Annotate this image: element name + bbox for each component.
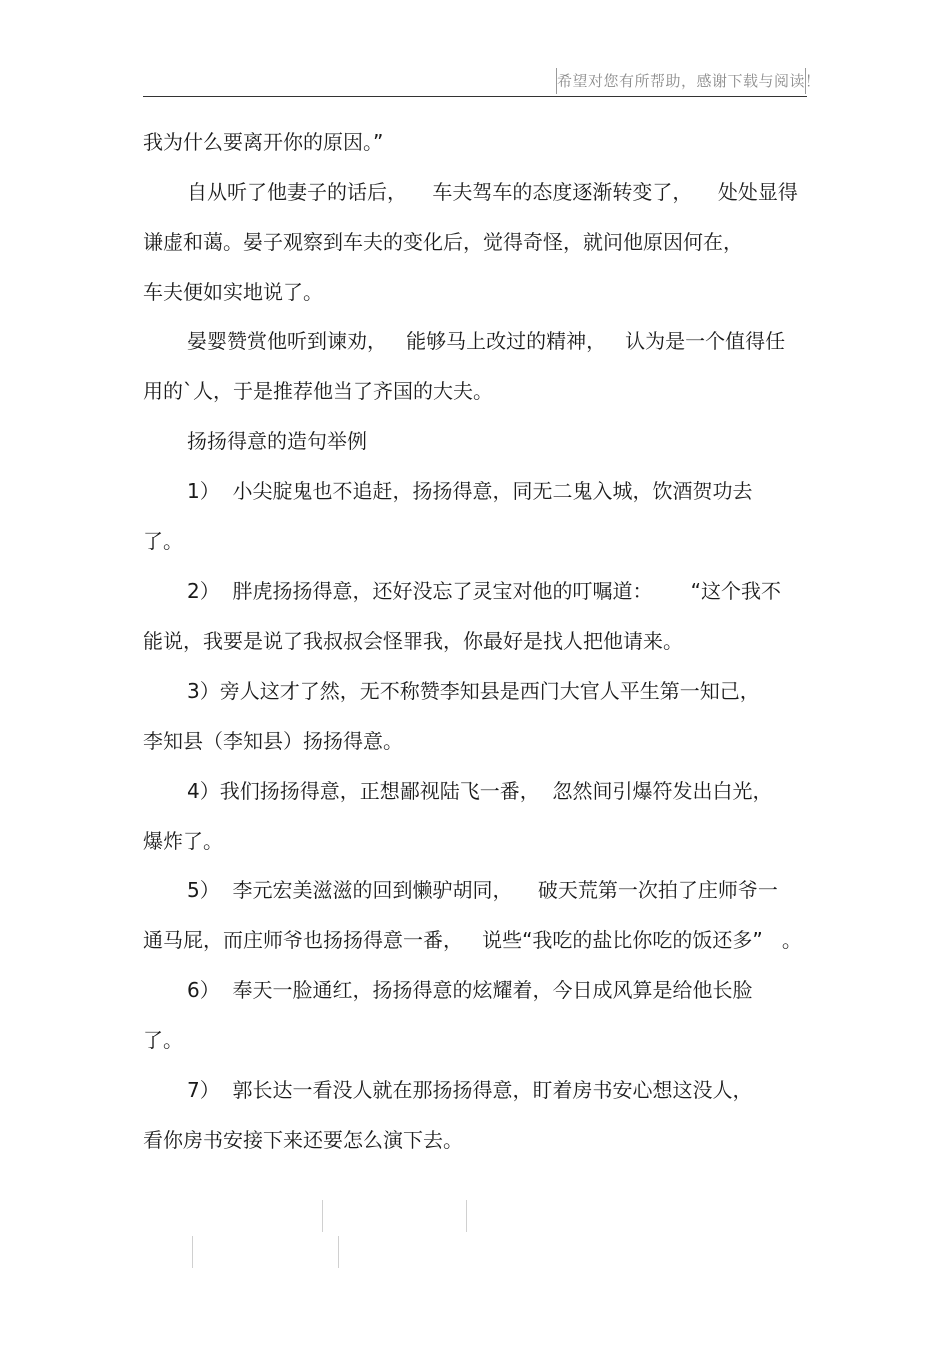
text-line: 6） 奉天一脸通红，扬扬得意的炫耀着，今日成风算是给他长脸 — [187, 978, 753, 1002]
text-line: 谦虚和蔼。晏子观察到车夫的变化后，觉得奇怪，就问他原因何在， — [143, 230, 743, 254]
text-line: 我为什么要离开你的原因。” — [143, 130, 384, 154]
scan-artifact-line — [192, 1236, 193, 1268]
text-line: 4）我们扬扬得意，正想鄙视陆飞一番， 忽然间引爆符发出白光， — [187, 779, 773, 803]
text-line: 通马屁，而庄师爷也扬扬得意一番， 说些“我吃的盐比你吃的饭还多” 。 — [143, 928, 802, 952]
text-line: 车夫便如实地说了。 — [143, 280, 323, 304]
text-line: 李知县（李知县）扬扬得意。 — [143, 729, 403, 753]
scan-artifact-line — [322, 1200, 323, 1232]
text-line: 3）旁人这才了然，无不称赞李知县是西门大官人平生第一知己， — [187, 679, 760, 703]
header-rule — [143, 96, 807, 97]
text-line: 自从听了他妻子的话后， 车夫驾车的态度逐渐转变了， 处处显得 — [187, 180, 798, 204]
scan-artifact-line — [466, 1200, 467, 1232]
scan-artifact-line — [338, 1236, 339, 1268]
text-line: 了。 — [143, 529, 183, 553]
text-line: 用的`人，于是推荐他当了齐国的大夫。 — [143, 379, 493, 403]
text-line: 7） 郭长达一看没人就在那扬扬得意，盯着房书安心想这没人， — [187, 1078, 753, 1102]
text-line: 5） 李元宏美滋滋的回到懒驴胡同， 破天荒第一次拍了庄师爷一 — [187, 878, 778, 902]
text-line: 1） 小尖腚鬼也不追赶，扬扬得意，同无二鬼入城，饮酒贺功去 — [187, 479, 753, 503]
text-line: 看你房书安接下来还要怎么演下去。 — [143, 1128, 463, 1152]
text-line: 能说，我要是说了我叔叔会怪罪我，你最好是找人把他请来。 — [143, 629, 683, 653]
text-line: 扬扬得意的造句举例 — [187, 429, 367, 453]
text-line: 了。 — [143, 1028, 183, 1052]
text-line: 爆炸了。 — [143, 829, 223, 853]
header-banner: 希望对您有所帮助，感谢下载与阅读！ — [556, 68, 806, 94]
text-line: 2） 胖虎扬扬得意，还好没忘了灵宝对他的叮嘱道： “这个我不 — [187, 579, 781, 603]
text-line: 晏婴赞赏他听到谏劝， 能够马上改过的精神， 认为是一个值得任 — [187, 329, 786, 353]
